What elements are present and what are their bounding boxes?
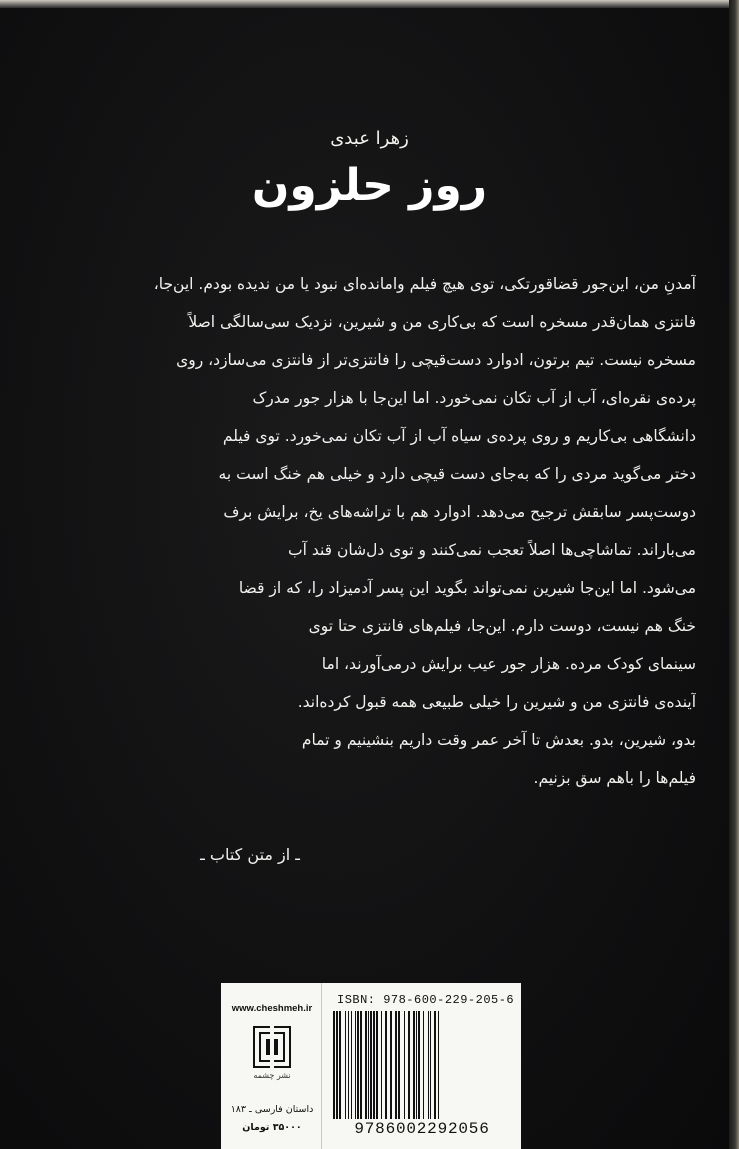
barcode-bar — [390, 1011, 392, 1119]
price-label: ۳۵۰۰۰ تومان — [242, 1122, 302, 1133]
blurb-line: می‌شود. اما این‌جا شیرین نمی‌تواند بگوید این پسر آدمیزاد را، که از قضا — [238, 579, 696, 597]
barcode-bar — [423, 1011, 424, 1119]
cover-top-edge — [0, 0, 739, 8]
blurb-line: آمدنِ من، این‌جور قضاقورتکی، توی هیچ فیلم وامانده‌ای نبود یا من ندیده بودم. این‌جا، — [153, 275, 696, 293]
barcode-bar — [345, 1011, 346, 1119]
blurb-line: سینمای کودک مرده. هزار جور عیب برایش درمی‌آورند، اما — [321, 655, 696, 673]
barcode-bar — [428, 1011, 429, 1119]
barcode-bar — [336, 1011, 338, 1119]
barcode-bar — [404, 1011, 405, 1119]
source-attribution: ـ از متن کتاب ـ — [200, 845, 300, 864]
barcode-bar — [365, 1011, 367, 1119]
blurb-line: می‌باراند. تماشاچی‌ها اصلاً تعجب نمی‌کنند و توی دل‌شان قند آب — [288, 541, 696, 559]
barcode-bar — [355, 1011, 356, 1119]
barcode-bar — [430, 1011, 431, 1119]
barcode-bar — [408, 1011, 410, 1119]
blurb-line: دانشگاهی بی‌کاریم و روی پرده‌ی سیاه آب از آب تکان نمی‌خورد. توی فیلم — [222, 427, 696, 445]
barcode-bar — [348, 1011, 349, 1119]
blurb-line: مسخره نیست. تیم برتون، ادوارد دست‌قیچی را فانتزی‌تر از فانتزی می‌سازد، روی — [176, 351, 696, 369]
barcode-bar — [351, 1011, 352, 1119]
blurb-line: بدو، شیرین، بدو. بعدش تا آخر عمر وقت داریم بنشینیم و تمام — [301, 731, 696, 749]
barcode-bar — [438, 1011, 439, 1119]
blurb-line: خنگ هم نیست، دوست دارم. این‌جا، فیلم‌های فانتزی حتا توی — [308, 617, 696, 635]
blurb-line: فانتزی همان‌قدر مسخره است که بی‌کاری من و شیرین، نزدیک سی‌سالگی اصلاً — [188, 313, 696, 331]
barcode-bar — [395, 1011, 397, 1119]
barcode-bar — [370, 1011, 372, 1119]
barcode-bar — [368, 1011, 369, 1119]
barcode-bar — [398, 1011, 400, 1119]
barcode-bar — [357, 1011, 359, 1119]
barcode-bar — [373, 1011, 375, 1119]
blurb-line: آینده‌ی فانتزی من و شیرین را خیلی طبیعی همه قبول کرده‌اند. — [297, 693, 696, 711]
barcode-bar — [418, 1011, 420, 1119]
barcode-bar — [381, 1011, 382, 1119]
blurb-line: فیلم‌ها را باهم سق بزنیم. — [533, 769, 696, 787]
isbn-block — [327, 983, 517, 1149]
publisher-url: www.cheshmeh.ir — [231, 1003, 313, 1014]
book-title: روز حلزون — [251, 160, 488, 211]
publisher-logo-icon — [252, 1025, 292, 1069]
barcode-bar — [376, 1011, 378, 1119]
blurb-text — [62, 265, 696, 797]
barcode-bar — [339, 1011, 341, 1119]
blurb-line: دوست‌پسر سابقش ترجیح می‌دهد. ادوارد هم با تراشه‌های یخ، برایش برف — [223, 503, 696, 521]
publisher-name: نشر چشمه — [253, 1071, 291, 1080]
genre-series: داستان فارسی ـ ۱۸۳ — [230, 1104, 314, 1115]
barcode-bar — [360, 1011, 362, 1119]
blurb-line: پرده‌ی نقره‌ای، آب از آب تکان نمی‌خورد. اما این‌جا با هزار جور مدرک — [252, 389, 696, 407]
author-name: زهرا عبدی — [330, 128, 409, 149]
barcode-number: 9786002292056 — [354, 1120, 490, 1138]
isbn-text: ISBN: 978-600-229-205-6 — [337, 993, 515, 1007]
barcode-bar — [413, 1011, 415, 1119]
blurb-line: دختر می‌گوید مردی را که به‌جای دست قیچی دارد و خیلی هم خنگ است به — [218, 465, 696, 483]
barcode-bar — [385, 1011, 387, 1119]
barcode — [327, 1011, 517, 1119]
barcode-bar — [416, 1011, 417, 1119]
barcode-bar — [434, 1011, 436, 1119]
barcode-bar — [333, 1011, 335, 1119]
publisher-block — [221, 983, 322, 1149]
